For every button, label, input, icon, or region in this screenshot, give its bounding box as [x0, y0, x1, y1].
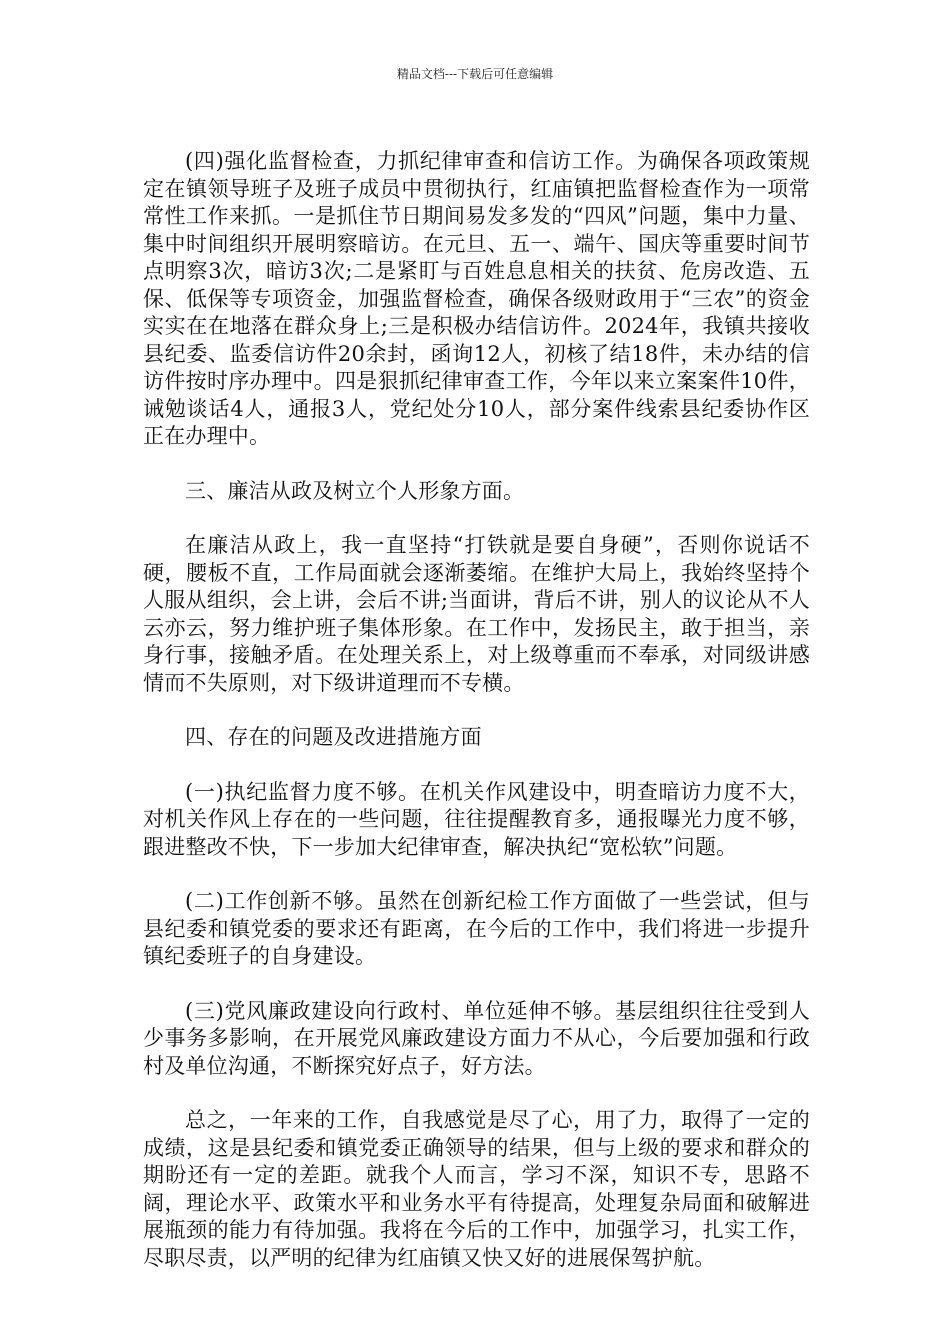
- section-heading-problems: 四、存在的问题及改进措施方面: [185, 725, 482, 749]
- paragraph-problem-3: (三)党风廉政建设向行政村、单位延伸不够。基层组织往往受到人少事务多影响，在开展党风廉政建设方面力不从心，今后要加强和行政村及单位沟通，不断探究好点子，好方法。: [143, 998, 810, 1078]
- paragraph-problem-1: (一)执纪监督力度不够。在机关作风建设中，明查暗访力度不大，对机关作风上存在的一些问题，往往提醒教育多，通报曝光力度不够，跟进整改不快，下一步加大纪律审查，解决执纪“宽松软”问题。: [143, 779, 810, 859]
- document-body: [143, 148, 810, 1299]
- paragraph-conclusion: 总之，一年来的工作，自我感觉是尽了心，用了力，取得了一定的成绩，这是县纪委和镇党委正确领导的结果，但与上级的要求和群众的期盼还有一定的差距。就我个人而言，学习不深，知识不专，思路不阔，理论水平、政策水平和业务水平有待提高，处理复杂局面和破解进展瓶颈的能力有待加强。我将在今后的工作中，加强学习，扎实工作，尽职尽责，以严明的纪律为红庙镇又快又好的进展保驾护航。: [143, 1108, 810, 1270]
- paragraph-integrity: 在廉洁从政上，我一直坚持“打铁就是要自身硬”，否则你说话不硬，腰板不直，工作局面就会逐渐萎缩。在维护大局上，我始终坚持个人服从组织，会上讲，会后不讲;当面讲，背后不讲，别人的议论从不人云亦云，努力维护班子集体形象。在工作中，发扬民主，敢于担当，亲身行事，接触矛盾。在处理关系上，对上级尊重而不奉承，对同级讲感情而不失原则，对下级讲道理而不专横。: [143, 533, 810, 695]
- page-header: 精品文档---下载后可任意编辑: [396, 67, 554, 81]
- section-heading-integrity: 三、廉洁从政及树立个人形象方面。: [185, 478, 525, 503]
- paragraph-problem-2: (二)工作创新不够。虽然在创新纪检工作方面做了一些尝试，但与县纪委和镇党委的要求还有距离，在今后的工作中，我们将进一步提升镇纪委班子的自身建设。: [143, 889, 810, 968]
- paragraph-supervision-inspection: (四)强化监督检查，力抓纪律审查和信访工作。为确保各项政策规定在镇领导班子及班子成员中贯彻执行，红庙镇把监督检查作为一项常常性工作来抓。一是抓住节日期间易发多发的“四风”问题，集中力量、集中时间组织开展明察暗访。在元旦、五一、端午、国庆等重要时间节点明察3次，暗访3次;二是紧盯与百姓息息相关的扶贫、危房改造、五保、低保等专项资金，加强监督检查，确保各级财政用于“三农”的资金实实在在地落在群众身上;三是积极办结信访件。2024年，我镇共接收县纪委、监委信访件20余封，函询12人，初核了结18件，未办结的信访件按时序办理中。四是狠抓纪律审查工作，今年以来立案案件10件，诫勉谈话4人，通报3人，党纪处分10人，部分案件线索县纪委协作区正在办理中。: [143, 149, 810, 448]
